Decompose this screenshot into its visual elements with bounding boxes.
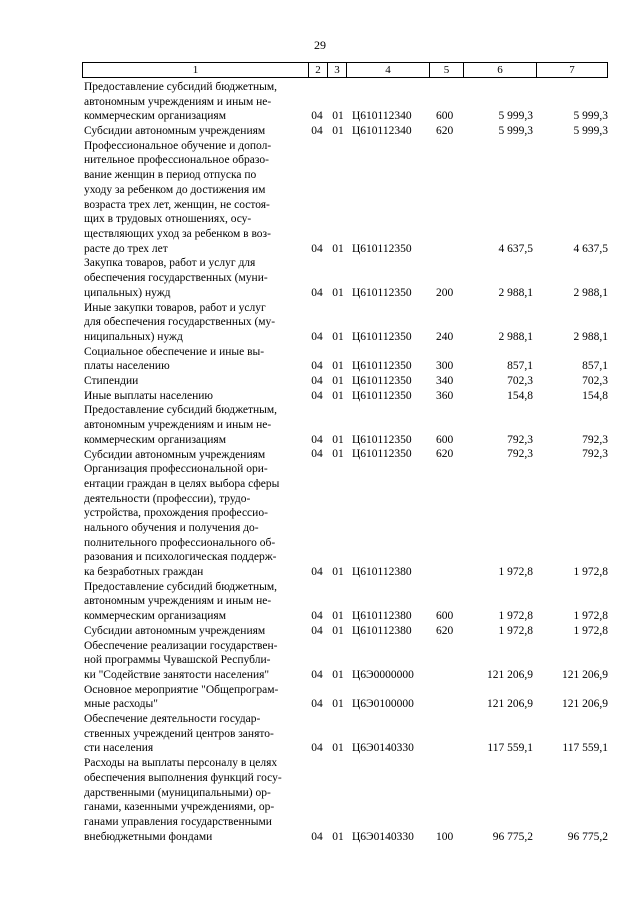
section-code: 04 — [311, 374, 323, 387]
amount-col-6: 857,1 — [507, 360, 533, 373]
description-line: ентации граждан в целях выбора сферы — [84, 477, 280, 490]
amount-col-6: 5 999,3 — [498, 125, 533, 138]
row-description — [84, 756, 306, 844]
target-article-code: Ц6Э0000000 — [352, 668, 414, 681]
description-line: ганами, казенными учреждениями, ор- — [84, 801, 275, 814]
section-code: 04 — [311, 110, 323, 123]
table-row — [0, 80, 640, 124]
description-line: Обеспечение деятельности государ- — [84, 713, 261, 726]
description-line: устройства, прохождения профессио- — [84, 507, 268, 520]
expense-type-code: 620 — [436, 624, 454, 637]
section-code: 04 — [311, 668, 323, 681]
row-description — [84, 624, 306, 639]
amount-col-6: 2 988,1 — [498, 330, 533, 343]
table-row — [0, 639, 640, 683]
target-article-code: Ц610112380 — [352, 610, 412, 623]
subsection-code: 01 — [332, 389, 344, 402]
section-code: 04 — [311, 610, 323, 623]
description-line: Иные выплаты населению — [84, 389, 213, 402]
expense-type-code: 360 — [436, 389, 454, 402]
description-line: Расходы на выплаты персоналу в целях — [84, 757, 278, 770]
row-description — [84, 389, 306, 404]
description-line: нального обучения и получения до- — [84, 521, 259, 534]
subsection-code: 01 — [332, 610, 344, 623]
page-number: 29 — [314, 38, 326, 52]
subsection-code: 01 — [332, 566, 344, 579]
description-line: уходу за ребенком до достижения им — [84, 183, 266, 196]
section-code: 04 — [311, 286, 323, 299]
description-line: Предоставление субсидий бюджетным, — [84, 81, 278, 93]
target-article-code: Ц610112350 — [352, 448, 412, 461]
table-row — [0, 345, 640, 374]
row-description — [84, 712, 306, 756]
row-description — [84, 580, 306, 624]
description-line: Обеспечение реализации государствен- — [84, 639, 278, 652]
amount-col-6: 117 559,1 — [487, 742, 533, 755]
subsection-code: 01 — [332, 110, 344, 123]
row-description — [84, 639, 306, 683]
expense-type-code: 200 — [436, 286, 454, 299]
description-line: Профессиональное обучение и допол- — [84, 139, 272, 152]
description-line: Стипендии — [84, 375, 139, 387]
description-line: Предоставление субсидий бюджетным, — [84, 404, 278, 417]
expense-type-code: 240 — [436, 330, 454, 343]
amount-col-7: 2 988,1 — [573, 286, 608, 299]
description-line: щих в трудовых отношениях, осу- — [84, 213, 252, 226]
subsection-code: 01 — [332, 330, 344, 343]
table-row — [0, 139, 640, 257]
subsection-code: 01 — [332, 374, 344, 387]
description-line: коммерческим организациям — [84, 433, 226, 446]
table-row — [0, 683, 640, 712]
expense-type-code: 620 — [436, 448, 454, 461]
section-code: 04 — [311, 566, 323, 579]
section-code: 04 — [311, 433, 323, 446]
description-line: расте до трех лет — [84, 242, 168, 255]
amount-col-7: 857,1 — [582, 360, 608, 373]
section-code: 04 — [311, 742, 323, 755]
row-description — [84, 683, 306, 712]
row-description — [84, 462, 306, 580]
row-description — [84, 345, 306, 374]
description-line: полнительного профессионального об- — [84, 536, 276, 549]
description-line: коммерческим организациям — [84, 610, 226, 623]
description-line: Социальное обеспечение и иные вы- — [84, 345, 265, 358]
section-code: 04 — [311, 448, 323, 461]
section-code: 04 — [311, 125, 323, 138]
table-row — [0, 301, 640, 345]
amount-col-6: 121 206,9 — [487, 668, 533, 681]
row-description — [84, 139, 306, 257]
header-col-1: 1 — [82, 63, 308, 77]
row-description — [84, 403, 306, 447]
description-line: ки "Содействие занятости населения" — [84, 668, 270, 681]
description-line: Субсидии автономным учреждениям — [84, 624, 266, 637]
amount-col-6: 1 972,8 — [498, 610, 533, 623]
row-description — [84, 374, 306, 389]
subsection-code: 01 — [332, 624, 344, 637]
amount-col-6: 1 972,8 — [498, 566, 533, 579]
expense-type-code: 600 — [436, 433, 454, 446]
description-line: ственных учреждений центров занято- — [84, 727, 274, 740]
subsection-code: 01 — [332, 286, 344, 299]
amount-col-7: 117 559,1 — [562, 742, 608, 755]
amount-col-6: 792,3 — [507, 433, 533, 446]
subsection-code: 01 — [332, 242, 344, 255]
target-article-code: Ц610112380 — [352, 624, 412, 637]
description-line: мные расходы" — [84, 698, 158, 711]
amount-col-7: 121 206,9 — [562, 668, 608, 681]
description-line: обеспечения государственных (муни- — [84, 272, 268, 285]
description-line: ципальных) нужд — [84, 286, 171, 299]
description-line: Основное мероприятие "Общепрограм- — [84, 683, 279, 696]
amount-col-7: 1 972,8 — [573, 566, 608, 579]
expense-type-code: 600 — [436, 110, 454, 123]
description-line: вание женщин в период отпуска по — [84, 169, 257, 182]
header-col-5: 5 — [429, 63, 463, 77]
table-row — [0, 124, 640, 139]
description-line: сти населения — [84, 742, 154, 755]
description-line: Организация профессиональной ори- — [84, 463, 268, 476]
target-article-code: Ц610112340 — [352, 110, 412, 123]
description-line: автономным учреждениям и иным не- — [84, 595, 272, 608]
description-line: ществляющих уход за ребенком в воз- — [84, 227, 271, 240]
table-row — [0, 580, 640, 624]
table-row — [0, 389, 640, 404]
description-line: разования и психологическая поддерж- — [84, 551, 277, 564]
amount-col-7: 96 775,2 — [567, 830, 608, 843]
amount-col-7: 792,3 — [582, 433, 608, 446]
amount-col-7: 4 637,5 — [573, 242, 608, 255]
header-col-6: 6 — [463, 63, 536, 77]
description-line: обеспечения выполнения функций госу- — [84, 771, 282, 784]
subsection-code: 01 — [332, 830, 344, 843]
row-description — [84, 256, 306, 300]
section-code: 04 — [311, 360, 323, 373]
subsection-code: 01 — [332, 125, 344, 138]
header-col-4: 4 — [346, 63, 429, 77]
section-code: 04 — [311, 389, 323, 402]
table-row — [0, 624, 640, 639]
table-row — [0, 712, 640, 756]
description-line: Субсидии автономным учреждениям — [84, 125, 266, 138]
target-article-code: Ц610112340 — [352, 125, 412, 138]
target-article-code: Ц6Э0140330 — [352, 830, 414, 843]
table-row — [0, 403, 640, 447]
target-article-code: Ц610112350 — [352, 360, 412, 373]
amount-col-7: 1 972,8 — [573, 624, 608, 637]
section-code: 04 — [311, 830, 323, 843]
table-row — [0, 448, 640, 463]
description-line: ганами управления государственными — [84, 815, 272, 828]
description-line: деятельности (профессии), трудо- — [84, 492, 251, 505]
subsection-code: 01 — [332, 433, 344, 446]
amount-col-7: 702,3 — [582, 374, 608, 387]
target-article-code: Ц610112350 — [352, 389, 412, 402]
description-line: ка безработных граждан — [84, 566, 204, 578]
target-article-code: Ц6Э0140330 — [352, 742, 414, 755]
description-line: дарственными (муниципальными) ор- — [84, 786, 271, 799]
table-row — [0, 462, 640, 580]
amount-col-6: 4 637,5 — [498, 242, 533, 255]
amount-col-7: 2 988,1 — [573, 330, 608, 343]
description-line: Закупка товаров, работ и услуг для — [84, 257, 256, 270]
header-col-2: 2 — [308, 63, 327, 77]
section-code: 04 — [311, 624, 323, 637]
description-line: ной программы Чувашской Республи- — [84, 654, 271, 667]
description-line: возраста трех лет, женщин, не состоя- — [84, 198, 270, 211]
table-header — [82, 62, 608, 78]
row-description — [84, 301, 306, 345]
row-description — [84, 80, 306, 124]
target-article-code: Ц610112350 — [352, 286, 412, 299]
target-article-code: Ц610112350 — [352, 242, 412, 255]
amount-col-7: 1 972,8 — [573, 610, 608, 623]
amount-col-7: 5 999,3 — [573, 125, 608, 138]
target-article-code: Ц610112350 — [352, 433, 412, 446]
description-line: внебюджетными фондами — [84, 830, 213, 843]
amount-col-6: 702,3 — [507, 374, 533, 387]
subsection-code: 01 — [332, 448, 344, 461]
subsection-code: 01 — [332, 668, 344, 681]
subsection-code: 01 — [332, 698, 344, 711]
description-line: для обеспечения государственных (му- — [84, 316, 276, 329]
table-row — [0, 756, 640, 844]
description-line: коммерческим организациям — [84, 110, 226, 123]
amount-col-6: 96 775,2 — [492, 830, 533, 843]
amount-col-6: 1 972,8 — [498, 624, 533, 637]
subsection-code: 01 — [332, 742, 344, 755]
header-col-3: 3 — [327, 63, 346, 77]
amount-col-6: 2 988,1 — [498, 286, 533, 299]
amount-col-6: 121 206,9 — [487, 698, 533, 711]
section-code: 04 — [311, 698, 323, 711]
target-article-code: Ц610112350 — [352, 374, 412, 387]
subsection-code: 01 — [332, 360, 344, 373]
amount-col-7: 121 206,9 — [562, 698, 608, 711]
amount-col-6: 5 999,3 — [498, 110, 533, 123]
expense-type-code: 620 — [436, 125, 454, 138]
expense-type-code: 300 — [436, 360, 454, 373]
amount-col-6: 154,8 — [507, 389, 533, 402]
description-line: автономным учреждениям и иным не- — [84, 95, 272, 108]
expense-type-code: 600 — [436, 610, 454, 623]
section-code: 04 — [311, 242, 323, 255]
row-description — [84, 124, 306, 139]
description-line: платы населению — [84, 360, 170, 373]
description-line: Иные закупки товаров, работ и услуг — [84, 301, 266, 314]
target-article-code: Ц610112350 — [352, 330, 412, 343]
target-article-code: Ц6Э0100000 — [352, 698, 414, 711]
header-col-7: 7 — [536, 63, 608, 77]
amount-col-7: 792,3 — [582, 448, 608, 461]
description-line: ниципальных) нужд — [84, 330, 183, 343]
description-line: Предоставление субсидий бюджетным, — [84, 580, 278, 593]
expense-type-code: 100 — [436, 830, 454, 843]
table-row — [0, 374, 640, 389]
row-description — [84, 448, 306, 463]
description-line: Субсидии автономным учреждениям — [84, 448, 266, 461]
amount-col-6: 792,3 — [507, 448, 533, 461]
section-code: 04 — [311, 330, 323, 343]
amount-col-7: 5 999,3 — [573, 110, 608, 123]
table-row — [0, 256, 640, 300]
amount-col-7: 154,8 — [582, 389, 608, 402]
description-line: автономным учреждениям и иным не- — [84, 419, 272, 432]
target-article-code: Ц610112380 — [352, 566, 412, 579]
description-line: нительное профессиональное образо- — [84, 154, 269, 167]
expense-type-code: 340 — [436, 374, 454, 387]
